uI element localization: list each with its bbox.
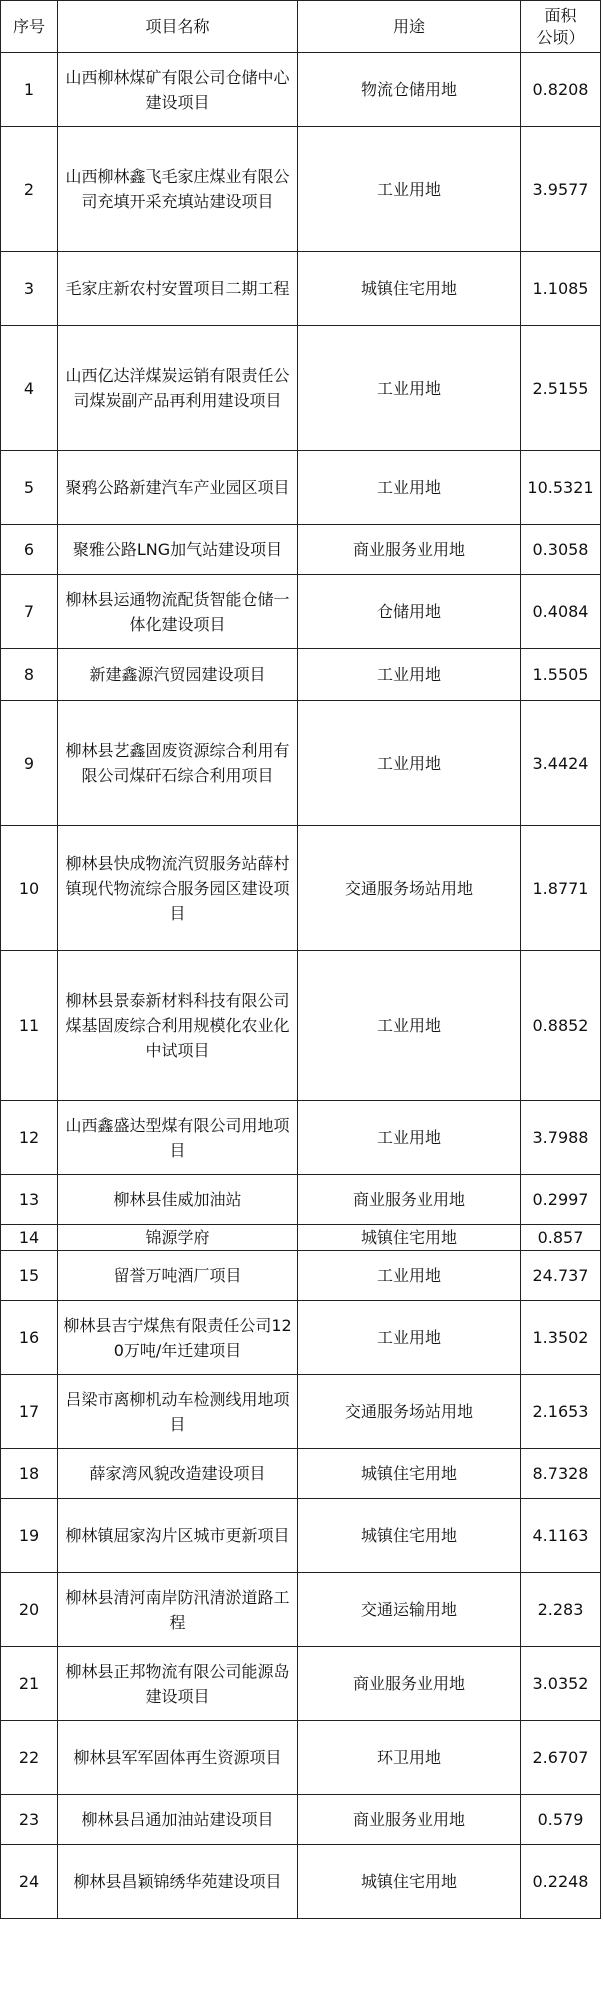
cell-area: 2.283 xyxy=(521,1573,601,1647)
table-row xyxy=(1,1101,601,1175)
cell-project-name: 柳林县快成物流汽贸服务站薛村镇现代物流综合服务园区建设项目 xyxy=(58,826,298,951)
cell-seq: 2 xyxy=(1,127,58,252)
cell-area: 3.0352 xyxy=(521,1647,601,1721)
cell-land-use: 工业用地 xyxy=(298,951,521,1101)
cell-project-name: 柳林县运通物流配货智能仓储一体化建设项目 xyxy=(58,575,298,649)
cell-project-name: 柳林县昌颖锦绣华苑建设项目 xyxy=(58,1845,298,1919)
cell-project-name: 山西柳林鑫飞毛家庄煤业有限公司充填开采充填站建设项目 xyxy=(58,127,298,252)
header-row xyxy=(1,1,601,53)
cell-area: 0.4084 xyxy=(521,575,601,649)
header-area xyxy=(521,1,601,53)
table-row xyxy=(1,1175,601,1225)
table-row xyxy=(1,1225,601,1251)
cell-area: 2.5155 xyxy=(521,326,601,451)
table-row xyxy=(1,326,601,451)
header-seq: 序号 xyxy=(1,1,58,53)
cell-land-use: 城镇住宅用地 xyxy=(298,1449,521,1499)
cell-project-name: 柳林县吉宁煤焦有限责任公司120万吨/年迁建项目 xyxy=(58,1301,298,1375)
table-row xyxy=(1,826,601,951)
cell-seq: 8 xyxy=(1,649,58,701)
cell-project-name: 柳林县佳威加油站 xyxy=(58,1175,298,1225)
cell-land-use: 物流仓储用地 xyxy=(298,53,521,127)
cell-seq: 10 xyxy=(1,826,58,951)
cell-project-name: 锦源学府 xyxy=(58,1225,298,1251)
cell-area: 0.857 xyxy=(521,1225,601,1251)
cell-seq: 1 xyxy=(1,53,58,127)
cell-seq: 16 xyxy=(1,1301,58,1375)
cell-land-use: 工业用地 xyxy=(298,649,521,701)
cell-project-name: 柳林镇屈家沟片区城市更新项目 xyxy=(58,1499,298,1573)
cell-area: 0.8208 xyxy=(521,53,601,127)
cell-project-name: 柳林县景泰新材料科技有限公司煤基固废综合利用规模化农业化中试项目 xyxy=(58,951,298,1101)
table-row xyxy=(1,1795,601,1845)
cell-project-name: 柳林县吕通加油站建设项目 xyxy=(58,1795,298,1845)
cell-seq: 4 xyxy=(1,326,58,451)
cell-area: 1.5505 xyxy=(521,649,601,701)
cell-land-use: 交通服务场站用地 xyxy=(298,1375,521,1449)
cell-land-use: 商业服务业用地 xyxy=(298,525,521,575)
cell-area: 2.6707 xyxy=(521,1721,601,1795)
cell-project-name: 柳林县艺鑫固废资源综合利用有限公司煤矸石综合利用项目 xyxy=(58,701,298,826)
cell-area: 0.8852 xyxy=(521,951,601,1101)
table-row xyxy=(1,1375,601,1449)
cell-area: 1.1085 xyxy=(521,252,601,326)
table-row xyxy=(1,649,601,701)
cell-land-use: 商业服务业用地 xyxy=(298,1795,521,1845)
cell-seq: 21 xyxy=(1,1647,58,1721)
cell-seq: 13 xyxy=(1,1175,58,1225)
cell-land-use: 工业用地 xyxy=(298,1101,521,1175)
cell-area: 4.1163 xyxy=(521,1499,601,1573)
cell-land-use: 环卫用地 xyxy=(298,1721,521,1795)
cell-land-use: 工业用地 xyxy=(298,701,521,826)
cell-area: 10.5321 xyxy=(521,451,601,525)
cell-area: 1.3502 xyxy=(521,1301,601,1375)
cell-land-use: 商业服务业用地 xyxy=(298,1175,521,1225)
cell-seq: 14 xyxy=(1,1225,58,1251)
cell-project-name: 留誉万吨酒厂项目 xyxy=(58,1251,298,1301)
cell-land-use: 工业用地 xyxy=(298,326,521,451)
cell-area: 3.4424 xyxy=(521,701,601,826)
header-area-line2: 公顷） xyxy=(536,27,585,47)
table-row xyxy=(1,575,601,649)
cell-area: 0.3058 xyxy=(521,525,601,575)
cell-land-use: 仓储用地 xyxy=(298,575,521,649)
table-row xyxy=(1,1573,601,1647)
cell-seq: 20 xyxy=(1,1573,58,1647)
cell-project-name: 毛家庄新农村安置项目二期工程 xyxy=(58,252,298,326)
table-row xyxy=(1,1721,601,1795)
cell-project-name: 山西亿达洋煤炭运销有限责任公司煤炭副产品再利用建设项目 xyxy=(58,326,298,451)
cell-area: 8.7328 xyxy=(521,1449,601,1499)
cell-area: 3.9577 xyxy=(521,127,601,252)
cell-project-name: 新建鑫源汽贸园建设项目 xyxy=(58,649,298,701)
cell-project-name: 山西鑫盛达型煤有限公司用地项目 xyxy=(58,1101,298,1175)
cell-land-use: 交通运输用地 xyxy=(298,1573,521,1647)
cell-area: 1.8771 xyxy=(521,826,601,951)
cell-land-use: 城镇住宅用地 xyxy=(298,1845,521,1919)
cell-project-name: 聚鸦公路新建汽车产业园区项目 xyxy=(58,451,298,525)
cell-area: 3.7988 xyxy=(521,1101,601,1175)
table-row xyxy=(1,1449,601,1499)
header-area-line1: 面积 xyxy=(544,5,577,25)
table-row xyxy=(1,53,601,127)
cell-project-name: 山西柳林煤矿有限公司仓储中心建设项目 xyxy=(58,53,298,127)
cell-project-name: 吕梁市离柳机动车检测线用地项目 xyxy=(58,1375,298,1449)
cell-seq: 23 xyxy=(1,1795,58,1845)
table-row xyxy=(1,1301,601,1375)
cell-land-use: 工业用地 xyxy=(298,1251,521,1301)
cell-seq: 9 xyxy=(1,701,58,826)
cell-seq: 19 xyxy=(1,1499,58,1573)
table-row xyxy=(1,127,601,252)
cell-seq: 11 xyxy=(1,951,58,1101)
header-name: 项目名称 xyxy=(58,1,298,53)
cell-area: 0.2997 xyxy=(521,1175,601,1225)
cell-seq: 17 xyxy=(1,1375,58,1449)
cell-land-use: 商业服务业用地 xyxy=(298,1647,521,1721)
cell-seq: 15 xyxy=(1,1251,58,1301)
cell-area: 2.1653 xyxy=(521,1375,601,1449)
table-row xyxy=(1,451,601,525)
cell-seq: 24 xyxy=(1,1845,58,1919)
cell-land-use: 城镇住宅用地 xyxy=(298,1499,521,1573)
cell-project-name: 聚雅公路LNG加气站建设项目 xyxy=(58,525,298,575)
cell-project-name: 柳林县清河南岸防汛清淤道路工程 xyxy=(58,1573,298,1647)
cell-seq: 3 xyxy=(1,252,58,326)
cell-area: 0.2248 xyxy=(521,1845,601,1919)
cell-land-use: 工业用地 xyxy=(298,127,521,252)
cell-area: 0.579 xyxy=(521,1795,601,1845)
cell-land-use: 城镇住宅用地 xyxy=(298,252,521,326)
cell-area: 24.737 xyxy=(521,1251,601,1301)
cell-land-use: 工业用地 xyxy=(298,1301,521,1375)
table-row xyxy=(1,1251,601,1301)
cell-seq: 22 xyxy=(1,1721,58,1795)
table-row xyxy=(1,701,601,826)
cell-land-use: 交通服务场站用地 xyxy=(298,826,521,951)
header-use: 用途 xyxy=(298,1,521,53)
cell-seq: 5 xyxy=(1,451,58,525)
table-row xyxy=(1,1499,601,1573)
table-row xyxy=(1,1845,601,1919)
cell-seq: 12 xyxy=(1,1101,58,1175)
cell-land-use: 城镇住宅用地 xyxy=(298,1225,521,1251)
table-row xyxy=(1,252,601,326)
cell-project-name: 柳林县正邦物流有限公司能源岛建设项目 xyxy=(58,1647,298,1721)
cell-project-name: 薛家湾风貌改造建设项目 xyxy=(58,1449,298,1499)
cell-land-use: 工业用地 xyxy=(298,451,521,525)
cell-seq: 18 xyxy=(1,1449,58,1499)
cell-seq: 6 xyxy=(1,525,58,575)
cell-project-name: 柳林县军军固体再生资源项目 xyxy=(58,1721,298,1795)
cell-seq: 7 xyxy=(1,575,58,649)
table-row xyxy=(1,525,601,575)
table-row xyxy=(1,1647,601,1721)
table-row xyxy=(1,951,601,1101)
table-body xyxy=(1,53,601,1919)
